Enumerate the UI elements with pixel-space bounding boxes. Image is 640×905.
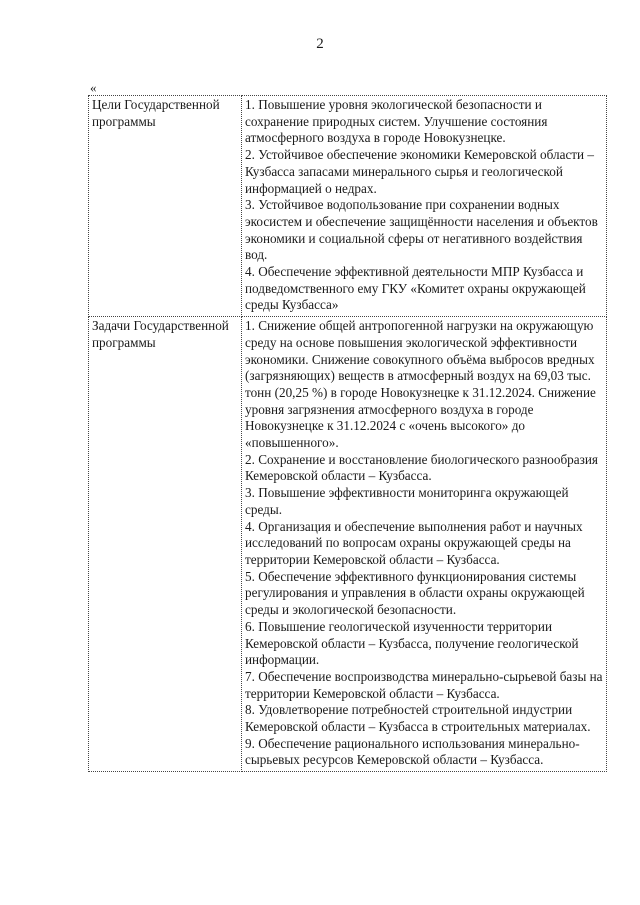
task-item-4: 4. Организация и обеспечение выполнения работ и научных исследований по вопросам охраны окружающей среды на территории Кемеровской области – Кузбасса. [245, 518, 583, 567]
goals-label: Цели Государственной программы [92, 97, 220, 129]
task-item-8: 8. Удовлетворение потребностей строительной индустрии Кемеровской области – Кузбасса в строительных материалах. [245, 702, 591, 735]
tasks-content-cell [242, 317, 607, 772]
task-item-1: 1. Снижение общей антропогенной нагрузки на окружающую среду на основе повышения экологической эффективности экономики. Снижение совокупного объёма выбросов вредных (загрязняющих) веществ в атмосферный воздух на 69,03 тыс. тонн (20,25 %) в городе Новокузнецке к 31.12.2024. Снижение уровня загрязнения атмосферного воздуха в городе Новокузнецке к 31.12.2024 с «очень высокого» до «повышенного». [245, 318, 596, 451]
task-item-9: 9. Обеспечение рационального использования минерально-сырьевых ресурсов Кемеровской области – Кузбасса. [245, 735, 580, 768]
opening-quote-mark: « [90, 80, 97, 95]
goals-label-cell [89, 96, 242, 317]
task-item-5: 5. Обеспечение эффективного функционирования системы регулирования и управления в области охраны окружающей среды и экологической безопасности. [245, 568, 585, 618]
goal-item-1: 1. Повышение уровня экологической безопасности и сохранение природных систем. Улучшение состояния атмосферного воздуха в городе Новокузнецке. [245, 97, 548, 146]
program-passport-table [88, 95, 607, 772]
task-item-6: 6. Повышение геологической изученности территории Кемеровской области – Кузбасса, получение геологической информации. [245, 618, 579, 668]
tasks-label: Задачи Государственной программы [92, 318, 229, 350]
tasks-label-cell [89, 317, 242, 772]
goal-item-4: 4. Обеспечение эффективной деятельности МПР Кузбасса и подведомственного ему ГКУ «Комитет охраны окружающей среды Кузбасса» [245, 264, 586, 313]
goal-item-2: 2. Устойчивое обеспечение экономики Кемеровской области – Кузбасса запасами минерального сырья и геологической информацией о недрах. [245, 147, 595, 196]
task-item-3: 3. Повышение эффективности мониторинга окружающей среды. [245, 485, 569, 517]
page-number: 2 [316, 36, 324, 52]
task-item-2: 2. Сохранение и восстановление биологического разнообразия Кемеровской области – Кузбасса. [245, 451, 598, 484]
table-row-goals [89, 96, 607, 317]
task-item-7: 7. Обеспечение воспроизводства минерально-сырьевой базы на территории Кемеровской области – Кузбасса. [245, 668, 603, 701]
goal-item-3: 3. Устойчивое водопользование при сохранении водных экосистем и обеспечение защищённости населения и объектов экономики и социальной сферы от негативного воздействия вод. [245, 197, 598, 263]
table-row-tasks [89, 317, 607, 772]
goals-content-cell [242, 96, 607, 317]
